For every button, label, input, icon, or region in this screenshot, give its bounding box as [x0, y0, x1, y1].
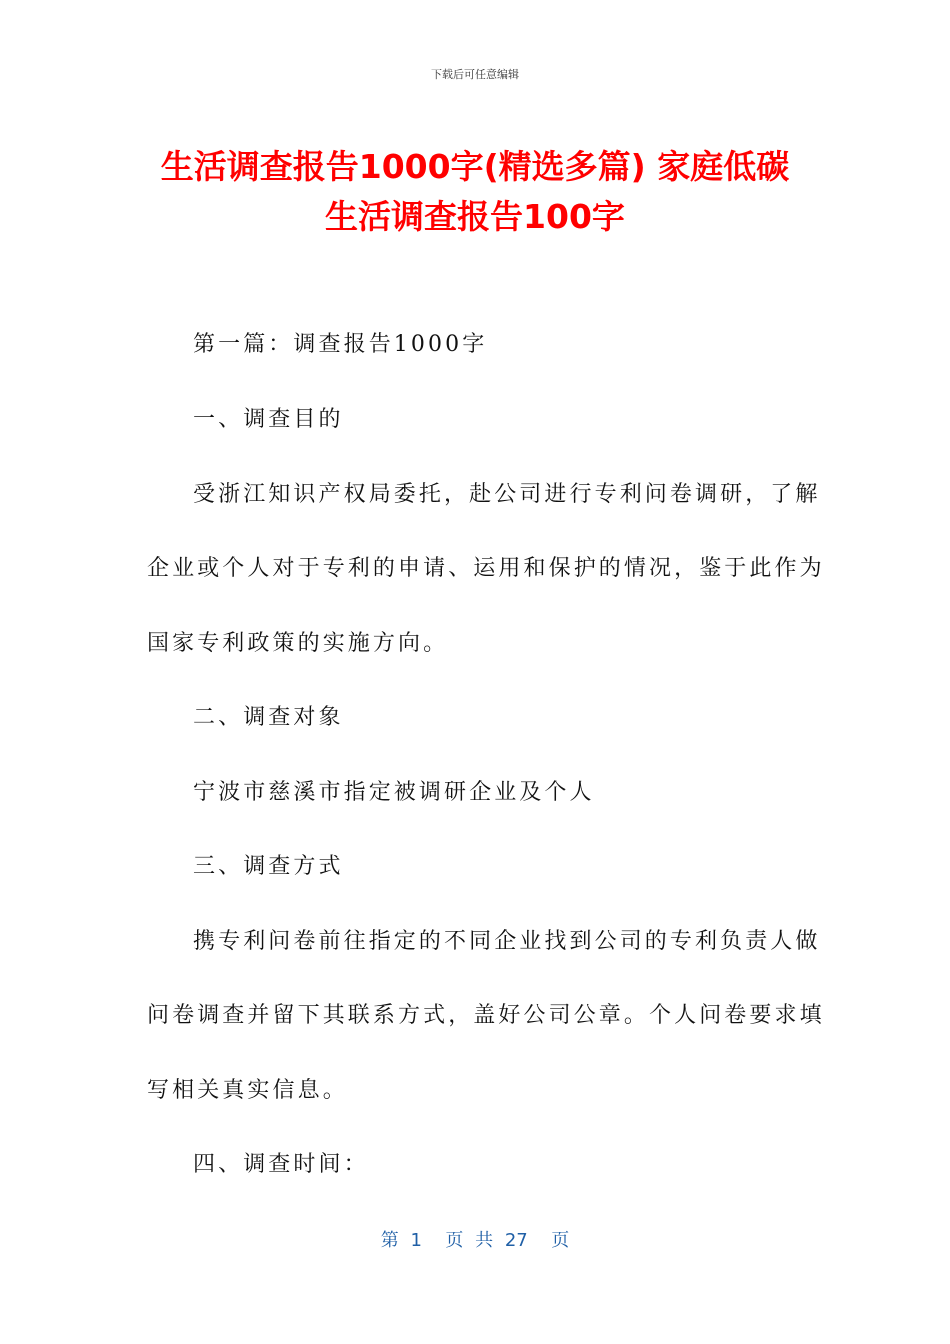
paragraph-line: 国家专利政策的实施方向。 [147, 631, 449, 656]
title-line-2: 生活调查报告100字 [325, 197, 625, 236]
section-heading-purpose: 一、调查目的 [193, 407, 344, 432]
paragraph-line: 受浙江知识产权局委托，赴公司进行专利问卷调研，了解 [193, 482, 821, 507]
paragraph-line: 企业或个人对于专利的申请、运用和保护的情况，鉴于此作为 [147, 556, 825, 581]
paragraph-line: 宁波市慈溪市指定被调研企业及个人 [193, 780, 595, 805]
section-heading-time: 四、调查时间： [193, 1152, 369, 1177]
section-heading-part-one: 第一篇：调查报告1000字 [193, 332, 488, 357]
page-number-footer: 第 1 页 共 27 页 [380, 1230, 570, 1251]
section-heading-subject: 二、调查对象 [193, 705, 344, 730]
paragraph-line: 问卷调查并留下其联系方式，盖好公司公章。个人问卷要求填 [147, 1003, 825, 1028]
paragraph-line: 携专利问卷前往指定的不同企业找到公司的专利负责人做 [193, 929, 821, 954]
document-title [120, 142, 830, 242]
paragraph-line: 写相关真实信息。 [147, 1078, 348, 1103]
section-heading-method: 三、调查方式 [193, 854, 344, 879]
title-line-1: 生活调查报告1000字(精选多篇) 家庭低碳 [160, 147, 790, 186]
header-note: 下载后可任意编辑 [431, 68, 519, 81]
